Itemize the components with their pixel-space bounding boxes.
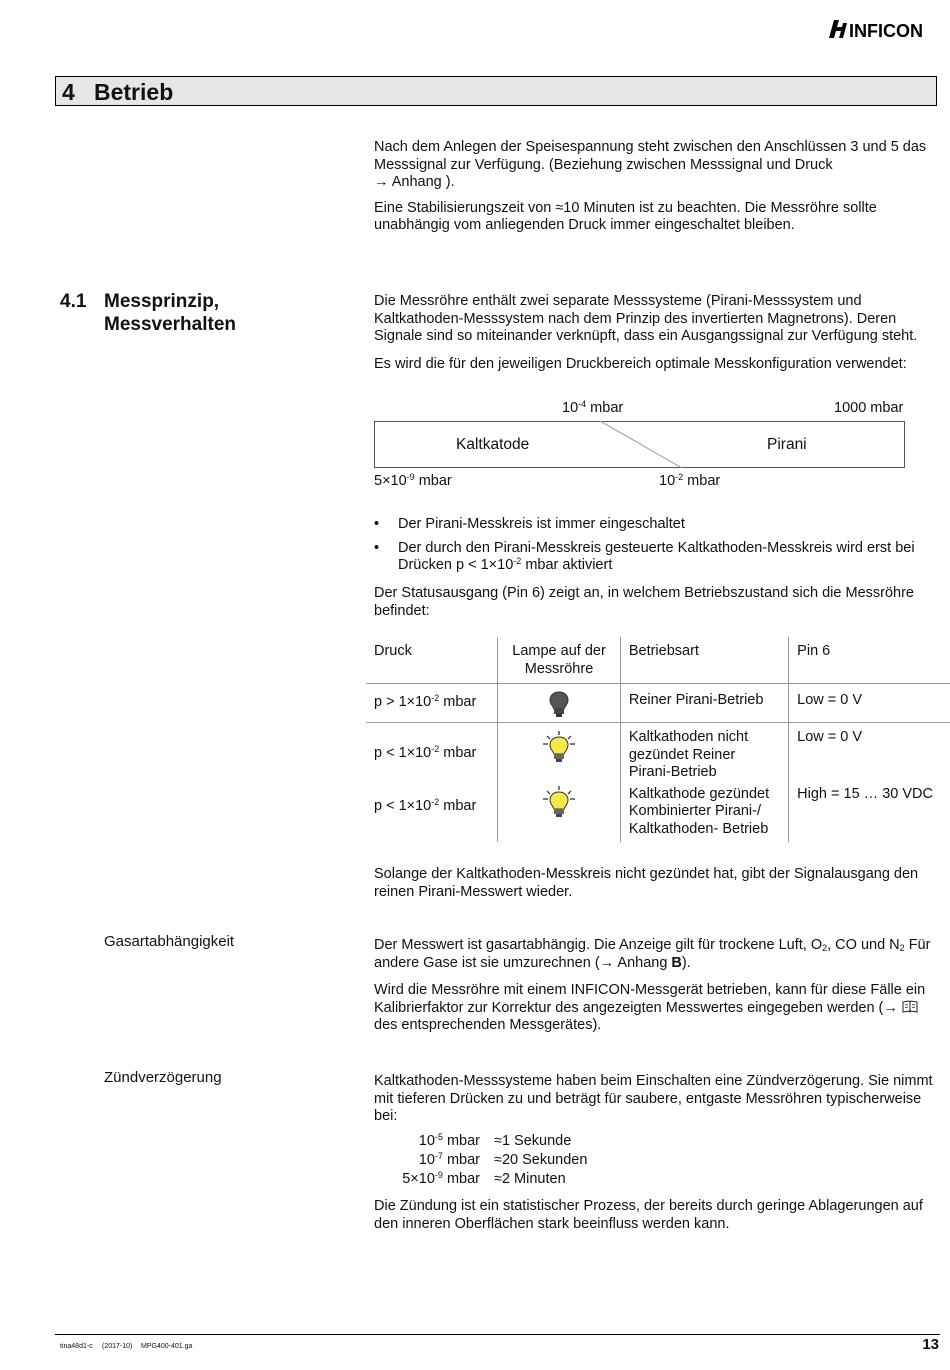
section-text (374, 293, 939, 373)
table-row (366, 723, 950, 786)
diagram-transition-line (374, 421, 905, 468)
row-lamp-cell (498, 786, 621, 843)
section-title-line-2: Messverhalten (104, 314, 237, 335)
list-item: $10^{-5}$ mbar ≈1 Sekunde (418, 1132, 572, 1149)
ignition-delay-list (374, 1132, 674, 1189)
off-lamp-icon (548, 690, 570, 718)
ignition-paragraph-1: Kaltkathoden-Messsysteme haben beim Einschalten eine Zündverzögerung. Sie nimmt mit tieferen Drücken zu und beträgt für saubere, entgaste Messröhren typischerweise bei: (374, 1073, 933, 1124)
diagram-bottom-mid-label: $10^{-2}$ mbar (659, 472, 721, 489)
diagram-kaltkatode-label: Kaltkatode (456, 436, 530, 453)
gas-label: Gasartabhängigkeit (104, 933, 235, 950)
footer-doc-id: tina48d1-c (60, 1343, 93, 1350)
header-lampe: Lampe auf der Messröhre (498, 637, 621, 684)
after-table-text: Solange der Kaltkathoden-Messkreis nicht gezündet hat, gibt der Signalausgang den reinen Pirani-Messwert wieder. (374, 866, 919, 900)
list-item: $10^{-7}$ mbar ≈20 Sekunden (418, 1151, 588, 1168)
table-row (366, 684, 950, 723)
intro-text (374, 139, 939, 235)
header-betriebsart: Betriebsart (620, 637, 788, 684)
row-lamp-cell (498, 684, 621, 723)
section-title-line-1: Messprinzip, (104, 291, 220, 312)
section-paragraph-2: Es wird die für den jeweiligen Druckbereich optimale Messkonfiguration verwendet: (374, 355, 907, 372)
status-intro: Der Statusausgang (Pin 6) zeigt an, in welchem Betriebszustand sich die Messröhre befindet: (374, 585, 914, 619)
row-betriebsart: Kaltkathoden nicht gezündet Reiner Pirani-Betrieb (620, 723, 788, 786)
bullet-item: • Der durch den Pirani-Messkreis gesteuerte Kaltkathoden-Messkreis wird erst bei Drücken $p < 1\times 10^{-2}$ mbar aktiviert (374, 540, 939, 575)
gas-paragraph-1: Der Messwert ist gasartabhängig. Die Anzeige gilt für trockene Luft, $O_2$, CO und $N_2$ Für andere Gase ist sie umzurechnen (→ Anhang B). (374, 937, 931, 971)
status-table (366, 637, 950, 842)
row-druck: $p < 1\times 10^{-2}$ mbar (374, 796, 477, 814)
bullet-item: • Der Pirani-Messkreis ist immer eingeschaltet (374, 516, 939, 534)
row-pin6: High = 15 … 30 VDC (789, 786, 950, 843)
inficon-logo (825, 16, 940, 42)
row-lamp-cell (498, 723, 621, 786)
ignition-label: Zündverzögerung (104, 1069, 222, 1086)
header-druck: Druck (366, 637, 498, 684)
on-lamp-icon (541, 786, 577, 818)
row-pin6: Low = 0 V (789, 723, 950, 786)
footer-date: (2017-10) (102, 1343, 133, 1350)
chapter-number: 4 (62, 79, 75, 105)
gas-paragraph-2: Wird die Messröhre mit einem INFICON-Messgerät betrieben, kann für diese Fälle ein Kalibrierfaktor zur Korrektur des angezeigten Messwertes eingegeben werden (→ des entsprechenden Messgerätes). (374, 982, 926, 1033)
intro-paragraph-1: Nach dem Anlegen der Speisespannung steht zwischen den Anschlüssen 3 und 5 das Messsignal zur Verfügung. (Beziehung zwischen Messsignal und Druck → Anhang ). (374, 139, 927, 190)
chapter-header (55, 76, 937, 106)
on-lamp-icon (541, 731, 577, 763)
chapter-title: Betrieb (94, 79, 174, 105)
ignition-paragraph-2: Die Zündung ist ein statistischer Prozess, der bereits durch geringe Ablagerungen auf den inneren Oberflächen stark beeinfluss werden kann. (374, 1198, 923, 1232)
table-row (366, 786, 950, 843)
row-betriebsart: Reiner Pirani-Betrieb (620, 684, 788, 723)
book-icon (902, 1000, 918, 1013)
inficon-logo-mark (829, 20, 847, 38)
row-druck: $p < 1\times 10^{-2}$ mbar (374, 744, 477, 761)
intro-paragraph-2: Eine Stabilisierungszeit von ≈10 Minuten ist zu beachten. Die Messröhre sollte unabhängig vom anliegenden Druck immer eingeschaltet bleiben. (374, 199, 877, 233)
section-paragraph-1: Die Messröhre enthält zwei separate Messsysteme (Pirani-Messsystem und Kaltkathoden-Messsystem nach dem Prinzip des invertierten Magnetrons). Deren Signale sind so miteinander verknüpft, dass ein Ausgangssignal zur Verfügung steht. (374, 293, 918, 344)
footer-file: MPG400-401.ga (141, 1343, 193, 1350)
diagram-top-right-label: 1000 mbar (834, 400, 904, 416)
row-pin6: Low = 0 V (789, 684, 950, 723)
footer-divider (55, 1334, 940, 1335)
section-number: 4.1 (60, 291, 87, 312)
gas-text (374, 937, 939, 1035)
inficon-logo-text: INFICON (849, 21, 923, 41)
table-header-row (366, 637, 950, 684)
diagram-top-mid-label: $10^{-4}$ mbar (562, 399, 624, 416)
row-druck: $p > 1\times 10^{-2}$ mbar (366, 684, 498, 723)
header-pin6: Pin 6 (789, 637, 950, 684)
page-number: 13 (922, 1336, 939, 1353)
bullet-list (374, 516, 939, 581)
list-item: $5\times 10^{-9}$ mbar ≈2 Minuten (402, 1170, 566, 1187)
diagram-pirani-label: Pirani (767, 436, 807, 453)
row-betriebsart: Kaltkathode gezündet Kombinierter Pirani-/ Kaltkathoden- Betrieb (620, 786, 788, 843)
diagram-bottom-left-label: $5\times 10^{-9}$ mbar (374, 472, 452, 489)
